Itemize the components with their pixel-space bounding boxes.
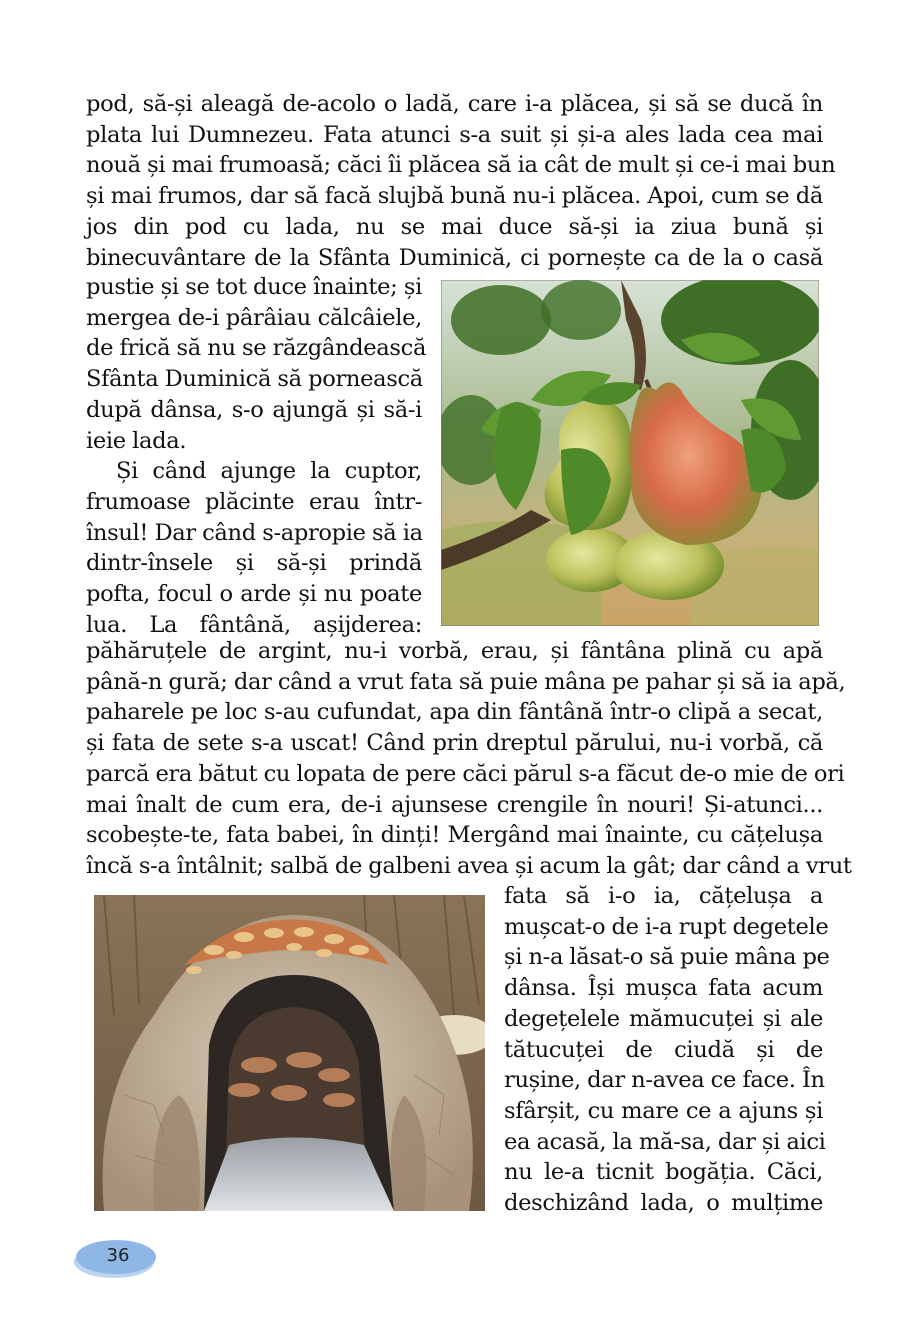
text-line: scobește-te, fata babei, în dinți! Mergând mai înainte, cu cățelușa xyxy=(86,822,823,849)
text-line: pofta, focul o arde și nu poate xyxy=(86,581,422,608)
text-line: mușcat-o de i-a rupt degetele xyxy=(504,913,829,940)
text-line: Și când ajunge la cuptor, xyxy=(116,458,422,485)
text-line: și mai frumos, dar să facă slujbă bună nu-i plăcea. Apoi, cum se dă xyxy=(86,183,823,210)
text-line: paharele pe loc s-au cufundat, apa din fântână într-o clipă a secat, xyxy=(86,699,823,726)
text-line: lua. La fântână, așijderea: xyxy=(86,611,422,638)
paragraph-left-column xyxy=(86,272,427,640)
text-line: ieie lada. xyxy=(86,427,187,454)
text-line: încă s-a întâlnit; salbă de galbeni avea și acum la gât; dar când a vrut xyxy=(86,852,852,879)
text-line: deschizând lada, o mulțime xyxy=(504,1190,823,1217)
text-line: frumoase plăcinte erau într- xyxy=(86,488,422,515)
text-line: până-n gură; dar când a vrut fata să puie mâna pe pahar și să ia apă, xyxy=(86,668,846,695)
text-line: dintr-însele și să-și prindă xyxy=(86,550,422,577)
text-line: ea acasă, la mă-sa, dar și aici xyxy=(504,1128,826,1155)
text-line: tătucuței de ciudă și de xyxy=(504,1036,823,1063)
paragraph-middle xyxy=(86,636,852,882)
text-line: însul! Dar când s-apropie să ia xyxy=(86,519,423,546)
text-line: pod, să-și aleagă de-acolo o ladă, care i-a plăcea, și să se ducă în xyxy=(86,91,823,117)
text-line: plata lui Dumnezeu. Fata atunci s-a suit și și-a ales lada cea mai xyxy=(86,121,823,148)
pear-illustration xyxy=(441,280,819,626)
text-line: și fata de sete s-a uscat! Când prin dreptul părului, nu-i vorbă, că xyxy=(86,730,823,757)
text-line: după dânsa, s-o ajungă și să-i xyxy=(86,396,422,423)
paragraph-top xyxy=(86,89,836,273)
text-line: mergea de-i pârâiau călcâiele, xyxy=(86,304,422,331)
paragraph-right-column xyxy=(504,881,830,1219)
text-line: păhăruțele de argint, nu-i vorbă, erau, și fântâna plină cu apă xyxy=(86,638,823,664)
oven-illustration xyxy=(94,895,485,1211)
text-line: și n-a lăsat-o să puie mâna pe xyxy=(504,944,830,971)
text-line: binecuvântare de la Sfânta Duminică, ci pornește ca de la o casă xyxy=(86,244,823,271)
text-line: Sfânta Duminică să pornească xyxy=(86,366,423,393)
text-line: nouă și mai frumoasă; căci îi plăcea să ia cât de mult și ce-i mai bun xyxy=(86,152,836,179)
text-line: parcă era bătut cu lopata de pere căci părul s-a făcut de-o mie de ori xyxy=(86,760,845,787)
clay-oven-photo xyxy=(94,895,485,1211)
text-line: jos din pod cu lada, nu se mai duce să-și ia ziua bună și xyxy=(86,213,823,240)
text-line: degețelele mămucuței și ale xyxy=(504,1005,823,1032)
page-number: 36 xyxy=(106,1245,130,1266)
text-line: rușine, dar n-avea ce face. În xyxy=(504,1067,825,1094)
text-line: nu le-a ticnit bogăția. Căci, xyxy=(504,1159,823,1186)
text-line: fata să i-o ia, cățelușa a xyxy=(504,883,823,909)
pear-tree-photo xyxy=(441,280,819,626)
text-line: de frică să nu se răzgândească xyxy=(86,335,427,362)
text-line: sfârșit, cu mare ce a ajuns și xyxy=(504,1097,823,1124)
text-line: mai înalt de cum era, de-i ajunsese crengile în nouri! Și-atunci... xyxy=(86,791,823,818)
text-line: pustie și se tot duce înainte; și xyxy=(86,274,422,300)
text-line: dânsa. Își mușca fata acum xyxy=(504,975,823,1002)
page-number-badge xyxy=(68,1236,154,1280)
